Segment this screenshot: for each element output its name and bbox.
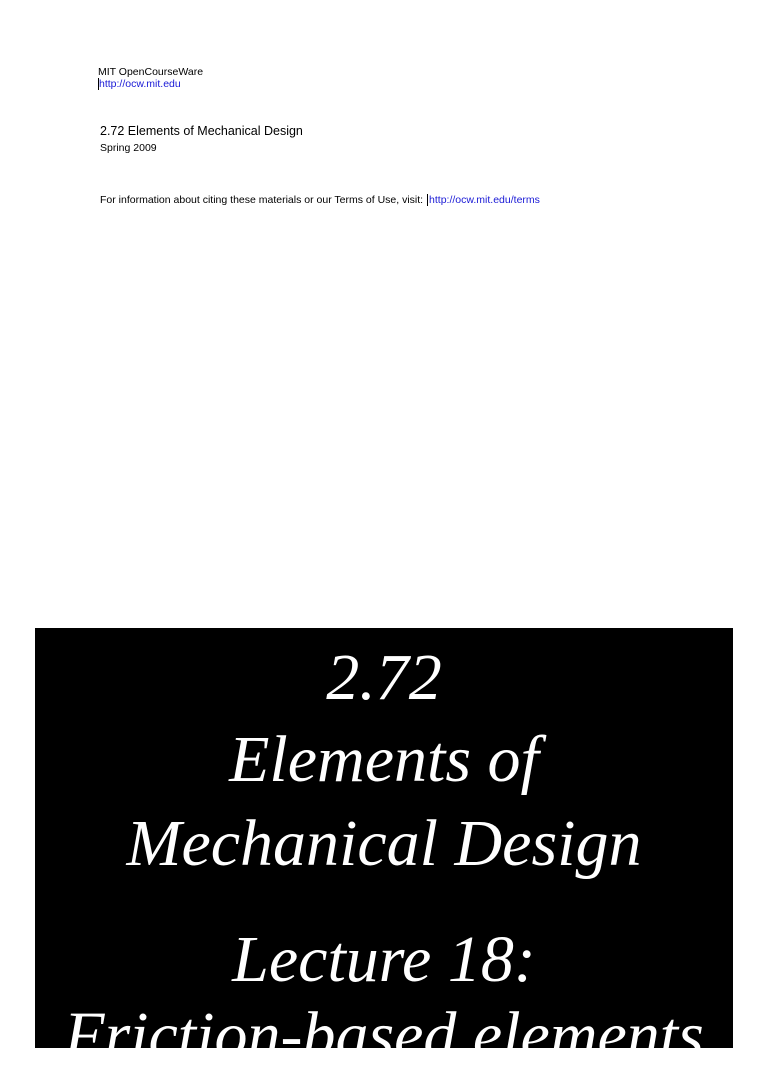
course-term: Spring 2009: [100, 142, 157, 154]
ocw-home-link[interactable]: http://ocw.mit.edu: [98, 78, 203, 90]
slide-course-title-line2: Mechanical Design: [126, 807, 642, 880]
lecture-title-slide: [35, 628, 733, 1072]
course-title: 2.72 Elements of Mechanical Design: [100, 124, 303, 138]
course-info: [100, 124, 303, 155]
org-name: MIT OpenCourseWare: [98, 66, 204, 78]
slide-course-number: 2.72: [326, 641, 442, 714]
terms-link[interactable]: http://ocw.mit.edu/terms: [429, 194, 540, 206]
citation-notice: [100, 194, 540, 207]
ocw-header: [98, 66, 203, 90]
slide-lecture-topic: Friction-based elements: [64, 999, 704, 1072]
slide-lecture-number: Lecture 18:: [232, 923, 536, 996]
citation-text: For information about citing these materials or our Terms of Use, visit:: [100, 194, 424, 206]
slide-course-title-line1: Elements of: [229, 723, 539, 796]
